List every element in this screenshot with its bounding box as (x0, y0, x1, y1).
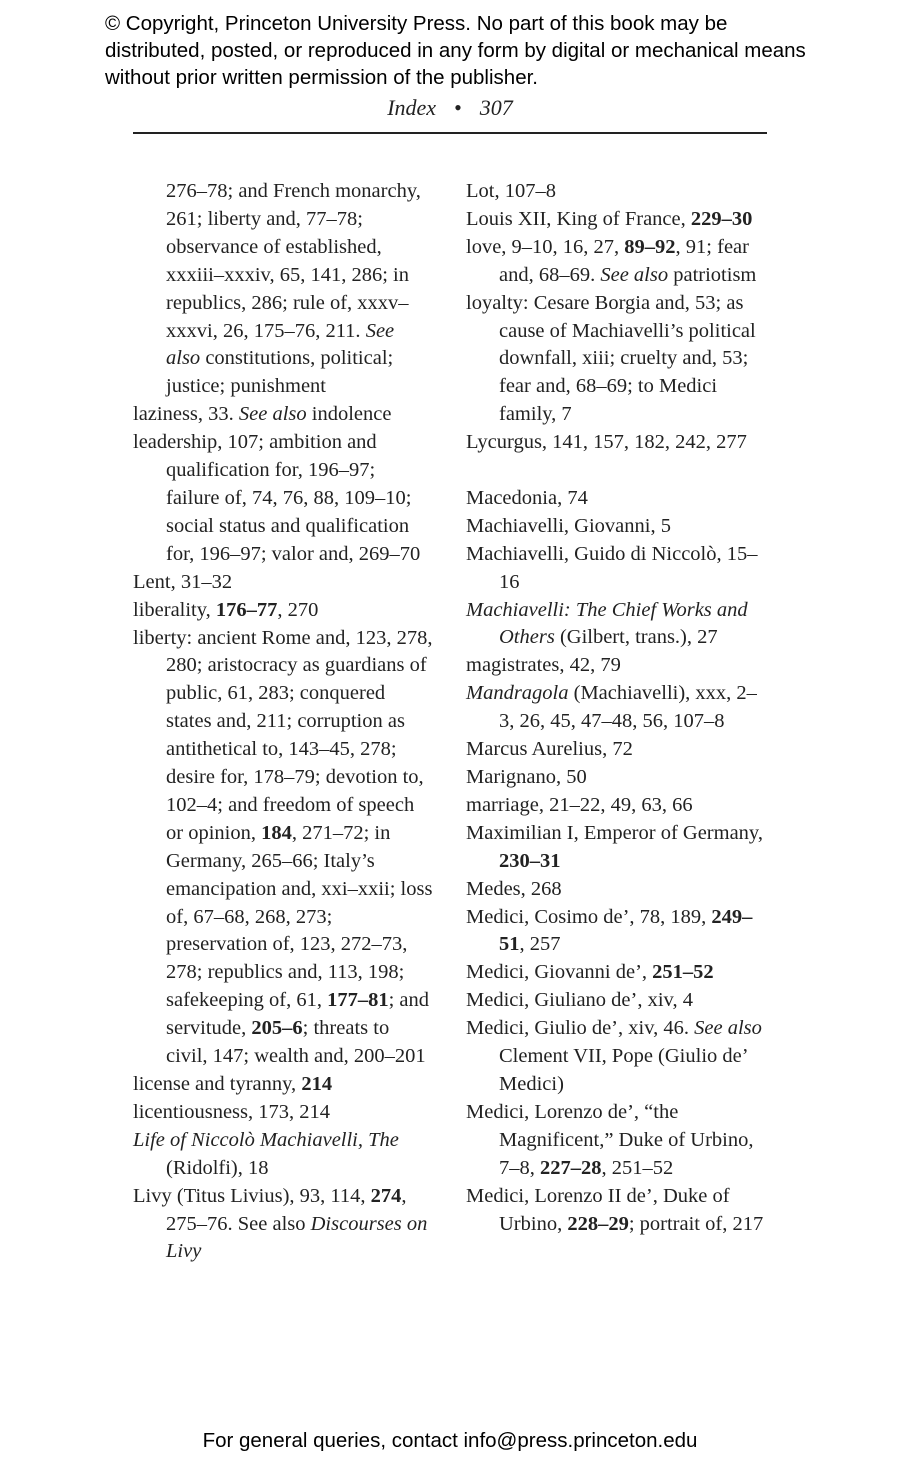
entry-text: Medici, Giovanni de’, (466, 961, 653, 984)
entry-text: Lent, 31–32 (133, 570, 233, 593)
index-entry (466, 597, 771, 653)
entry-text: Medici, Giuliano de’, xiv, 4 (466, 989, 693, 1012)
entry-text: , 251–52 (601, 1156, 674, 1179)
bold-locator: 227–28 (540, 1156, 602, 1179)
index-entry (133, 1127, 433, 1183)
entry-text: (Ridolfi), 18 (166, 1156, 269, 1179)
entry-text: Clement VII, Pope (Giulio de’ Medici) (499, 1045, 748, 1095)
index-entry (133, 597, 433, 625)
index-entry (466, 792, 771, 820)
index-entry (466, 1183, 771, 1239)
entry-text: Machiavelli, Guido di Niccolò, 15–16 (466, 542, 758, 593)
entry-text: love, 9–10, 16, 27, (466, 235, 625, 258)
entry-text: Livy (Titus Livius), 93, 114, (133, 1184, 371, 1207)
index-entry (466, 652, 771, 680)
index-entry (466, 820, 771, 876)
index-entry (466, 959, 771, 987)
index-entry (133, 178, 433, 401)
entry-text: leadership, 107; ambition and qualification for, 196–97; failure of, 74, 76, 88, 109–10; social status and qualification for, 196–97; valor and, 269–70 (133, 431, 421, 565)
index-entry (466, 736, 771, 764)
entry-text: Marignano, 50 (466, 766, 587, 789)
entry-text: Marcus Aurelius, 72 (466, 738, 633, 761)
italic-text: Life of Niccolò Machiavelli, The (133, 1128, 399, 1151)
entry-text: , 270 (277, 598, 319, 621)
index-entry (466, 429, 771, 457)
index-entry (466, 234, 771, 290)
entry-text: Louis XII, King of France, (466, 207, 691, 230)
bold-locator: 251–52 (652, 961, 714, 984)
index-entry (466, 485, 771, 513)
entry-text: Lycurgus, 141, 157, 182, 242, 277 (466, 431, 747, 454)
bold-locator: 177–81 (327, 989, 389, 1012)
entry-text: indolence (306, 403, 392, 426)
entry-text: 276–78; and French monarchy, 261; liberty and, 77–78; observance of established, xxxiii–xxxiv, 65, 141, 286; in republics, 286; rule of, xxxv–xxxvi, 26, 175–76, 211. (166, 180, 421, 342)
index-entry (133, 1183, 433, 1267)
entry-text: licentiousness, 173, 214 (133, 1100, 331, 1123)
index-entry (466, 876, 771, 904)
index-column-right (466, 178, 771, 1238)
entry-text: , 275–76. See also (166, 1184, 407, 1235)
bold-locator: 274 (370, 1184, 402, 1207)
index-entry (133, 1099, 433, 1127)
index-entry (466, 680, 771, 736)
bold-locator: 249–51 (499, 905, 753, 956)
index-entry (466, 987, 771, 1015)
entry-text: Lot, 107–8 (466, 180, 556, 202)
italic-text: See also (600, 263, 669, 286)
entry-text: ; threats to civil, 147; wealth and, 200–201 (166, 1017, 426, 1068)
index-entry (133, 625, 433, 1072)
italic-text: Discourses on Livy (166, 1212, 428, 1263)
entry-text: Medes, 268 (466, 877, 562, 900)
entry-text: (Machiavelli), xxx, 2–3, 26, 45, 47–48, 56, 107–8 (499, 682, 757, 733)
index-column-left (133, 178, 433, 1266)
index-entry (133, 429, 433, 569)
italic-text: See also (238, 403, 307, 426)
bold-locator: 230–31 (499, 849, 561, 872)
bold-locator: 229–30 (690, 207, 753, 230)
running-head-separator: • (454, 95, 462, 120)
running-head (133, 94, 767, 122)
footer-contact: For general queries, contact info@press.princeton.edu (202, 1429, 698, 1452)
entry-text: liberality, (133, 598, 216, 621)
index-entry (466, 513, 771, 541)
italic-text: See also (166, 319, 395, 370)
bold-locator: 214 (301, 1073, 333, 1095)
index-entry (133, 569, 433, 597)
entry-text: Machiavelli, Giovanni, 5 (466, 514, 671, 537)
index-entry (133, 1071, 433, 1099)
page-number: 307 (479, 95, 513, 120)
index-entry (466, 764, 771, 792)
entry-text: marriage, 21–22, 49, 63, 66 (466, 793, 693, 816)
running-head-title: Index (387, 95, 437, 120)
entry-text: , 91; fear and, 68–69. (499, 235, 749, 286)
index-entry (466, 290, 771, 430)
entry-text: license and tyranny, (133, 1073, 302, 1095)
bold-locator: 228–29 (567, 1212, 629, 1235)
bold-locator: 205–6 (251, 1017, 303, 1040)
entry-text: loyalty: Cesare Borgia and, 53; as cause of Machiavelli’s political downfall, xiii; cruelty and, 53; fear and, 68–69; to Medici family, 7 (466, 291, 756, 426)
index-entry (466, 904, 771, 960)
entry-text: ; portrait of, 217 (628, 1212, 764, 1235)
entry-text: , 271–72; in Germany, 265–66; Italy’s emancipation and, xxi–xxii; loss of, 67–68, 268, 273; preservation of, 123, 272–73, 278; republics and, 113, 198; safekeeping of, 61, (166, 821, 433, 1012)
italic-text: See also (694, 1017, 762, 1040)
index-entry (133, 401, 433, 429)
entry-text: , 257 (519, 933, 561, 956)
bold-locator: 176–77 (215, 598, 278, 621)
index-entry (466, 178, 771, 206)
entry-text: Medici, Giulio de’, xiv, 46. (466, 1017, 695, 1040)
index-entry (466, 1015, 771, 1099)
entry-text: Medici, Cosimo de’, 78, 189, (466, 905, 712, 928)
entry-text: Medici, Lorenzo II de’, Duke of Urbino, (466, 1184, 730, 1235)
entry-text: liberty: ancient Rome and, 123, 278, 280; aristocracy as guardians of public, 61, 283; conquered states and, 211; corruption as antithetical to, 143–45, 278; desire for, 178–79; devotion to, 102–4; and freedom of speech or opinion, (133, 626, 433, 844)
bold-locator: 89–92 (624, 235, 676, 258)
entry-text: Medici, Lorenzo de’, “the Magnificent,” Duke of Urbino, 7–8, (466, 1100, 754, 1179)
entry-text: patriotism (668, 263, 757, 286)
entry-text: (Gilbert, trans.), 27 (554, 626, 718, 649)
entry-text: Maximilian I, Emperor of Germany, (466, 821, 763, 844)
entry-text: Macedonia, 74 (466, 486, 588, 509)
index-entry (466, 206, 771, 234)
copyright-notice: © Copyright, Princeton University Press. No part of this book may be distributed, posted, or reproduced in any form by digital or mechanical means without prior written permission of the publisher. (105, 12, 806, 89)
index-entry (466, 1099, 771, 1183)
entry-text: magistrates, 42, 79 (466, 654, 621, 677)
italic-text: Mandragola (466, 682, 569, 705)
header-rule (133, 132, 767, 134)
entry-text: laziness, 33. (133, 403, 239, 426)
bold-locator: 184 (261, 821, 292, 844)
entry-text: ; and servitude, (166, 989, 430, 1040)
italic-text: Machiavelli: The Chief Works and Others (466, 598, 748, 649)
entry-text: constitutions, political; justice; punishment (166, 347, 394, 398)
index-entry (466, 541, 771, 597)
